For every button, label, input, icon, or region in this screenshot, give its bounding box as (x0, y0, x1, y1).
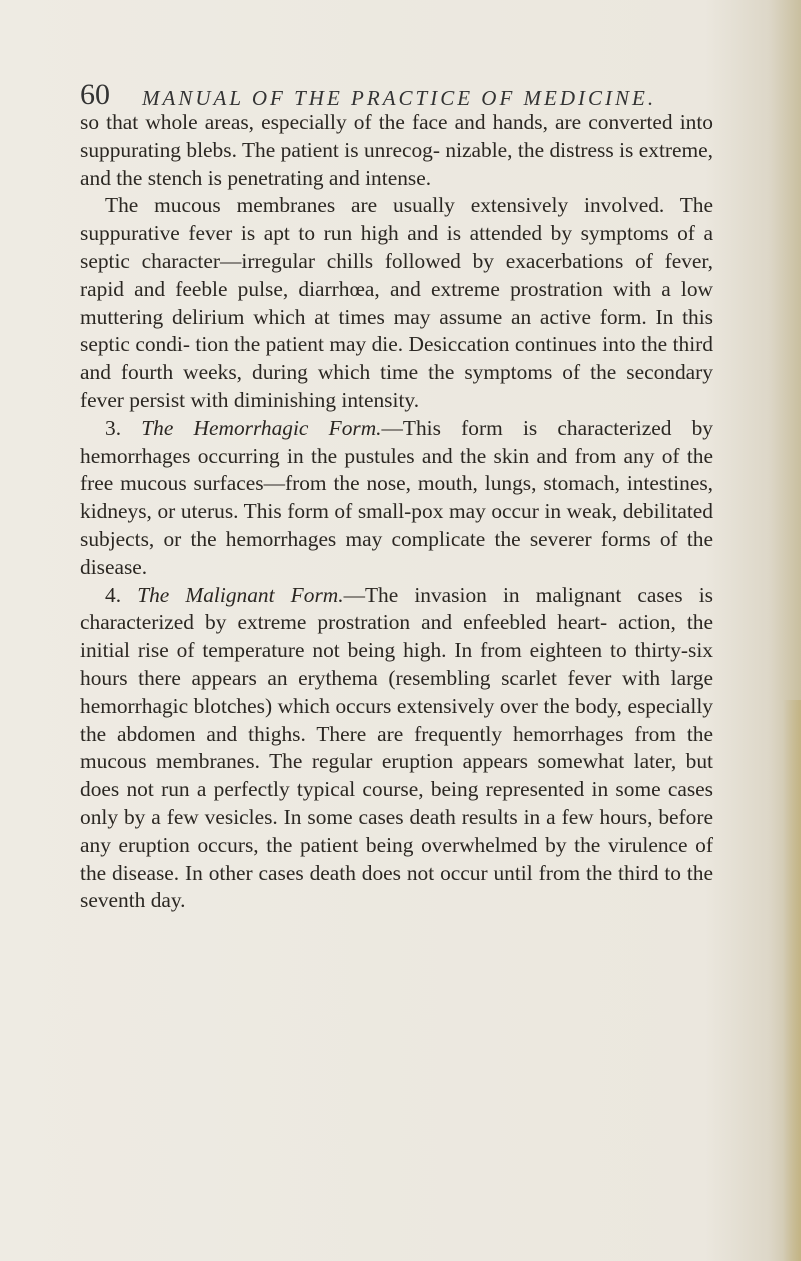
body-text (80, 109, 713, 915)
section-number: 4. (105, 582, 122, 607)
section-malignant-form (80, 582, 713, 916)
paragraph-mucous-membranes: The mucous membranes are usually extensively involved. The suppurative fever is apt to run high and is attended by symptoms of a septic character—irregular chills followed by exacerbations of fever, rapid and feeble pulse, diarrhœa, and extreme prostration with a low muttering delirium which at times may assume an active form. In this septic condi- tion the patient may die. Desiccation continues into the third and fourth weeks, during which time the symptoms of the secondary fever persist with diminishing intensity. (80, 193, 713, 412)
section-title: The Malignant Form. (137, 582, 344, 607)
page-edge-stain (783, 700, 801, 1261)
section-text: —This form is characterized by hemorrhages occurring in the pustules and the skin and from any of the free mucous surfaces—from the nose, mouth, lungs, stomach, intestines, kidneys, or uterus. This form of small-pox may occur in weak, debilitated subjects, or the hemorrhages may complicate the severer forms of the disease. (80, 415, 713, 579)
section-number: 3. (105, 415, 122, 440)
section-hemorrhagic-form (80, 415, 713, 582)
page-number: 60 (80, 78, 110, 111)
section-title: The Hemorrhagic Form. (141, 415, 382, 440)
running-head: MANUAL OF THE PRACTICE OF MEDICINE. (142, 86, 657, 110)
section-text: —The invasion in malignant cases is characterized by extreme prostration and enfeebled heart- action, the initial rise of temperature not being high. In from eighteen to thirty-six hours there appears an erythema (resembling scarlet fever with large hemorrhagic blotches) which occurs extensively over the body, especially the abdomen and thighs. There are frequently hemorrhages from the mucous membranes. The regular eruption appears somewhat later, but does not run a perfectly typical course, being represented in some cases only by a few vesicles. In some cases death results in a few hours, before any eruption occurs, the patient being overwhelmed by the virulence of the disease. In other cases death does not occur until from the third to the seventh day. (80, 582, 713, 913)
paragraph-continued: so that whole areas, especially of the face and hands, are converted into suppurating blebs. The patient is unrecog- nizable, the distress is extreme, and the stench is penetrating and intense. (80, 110, 713, 190)
